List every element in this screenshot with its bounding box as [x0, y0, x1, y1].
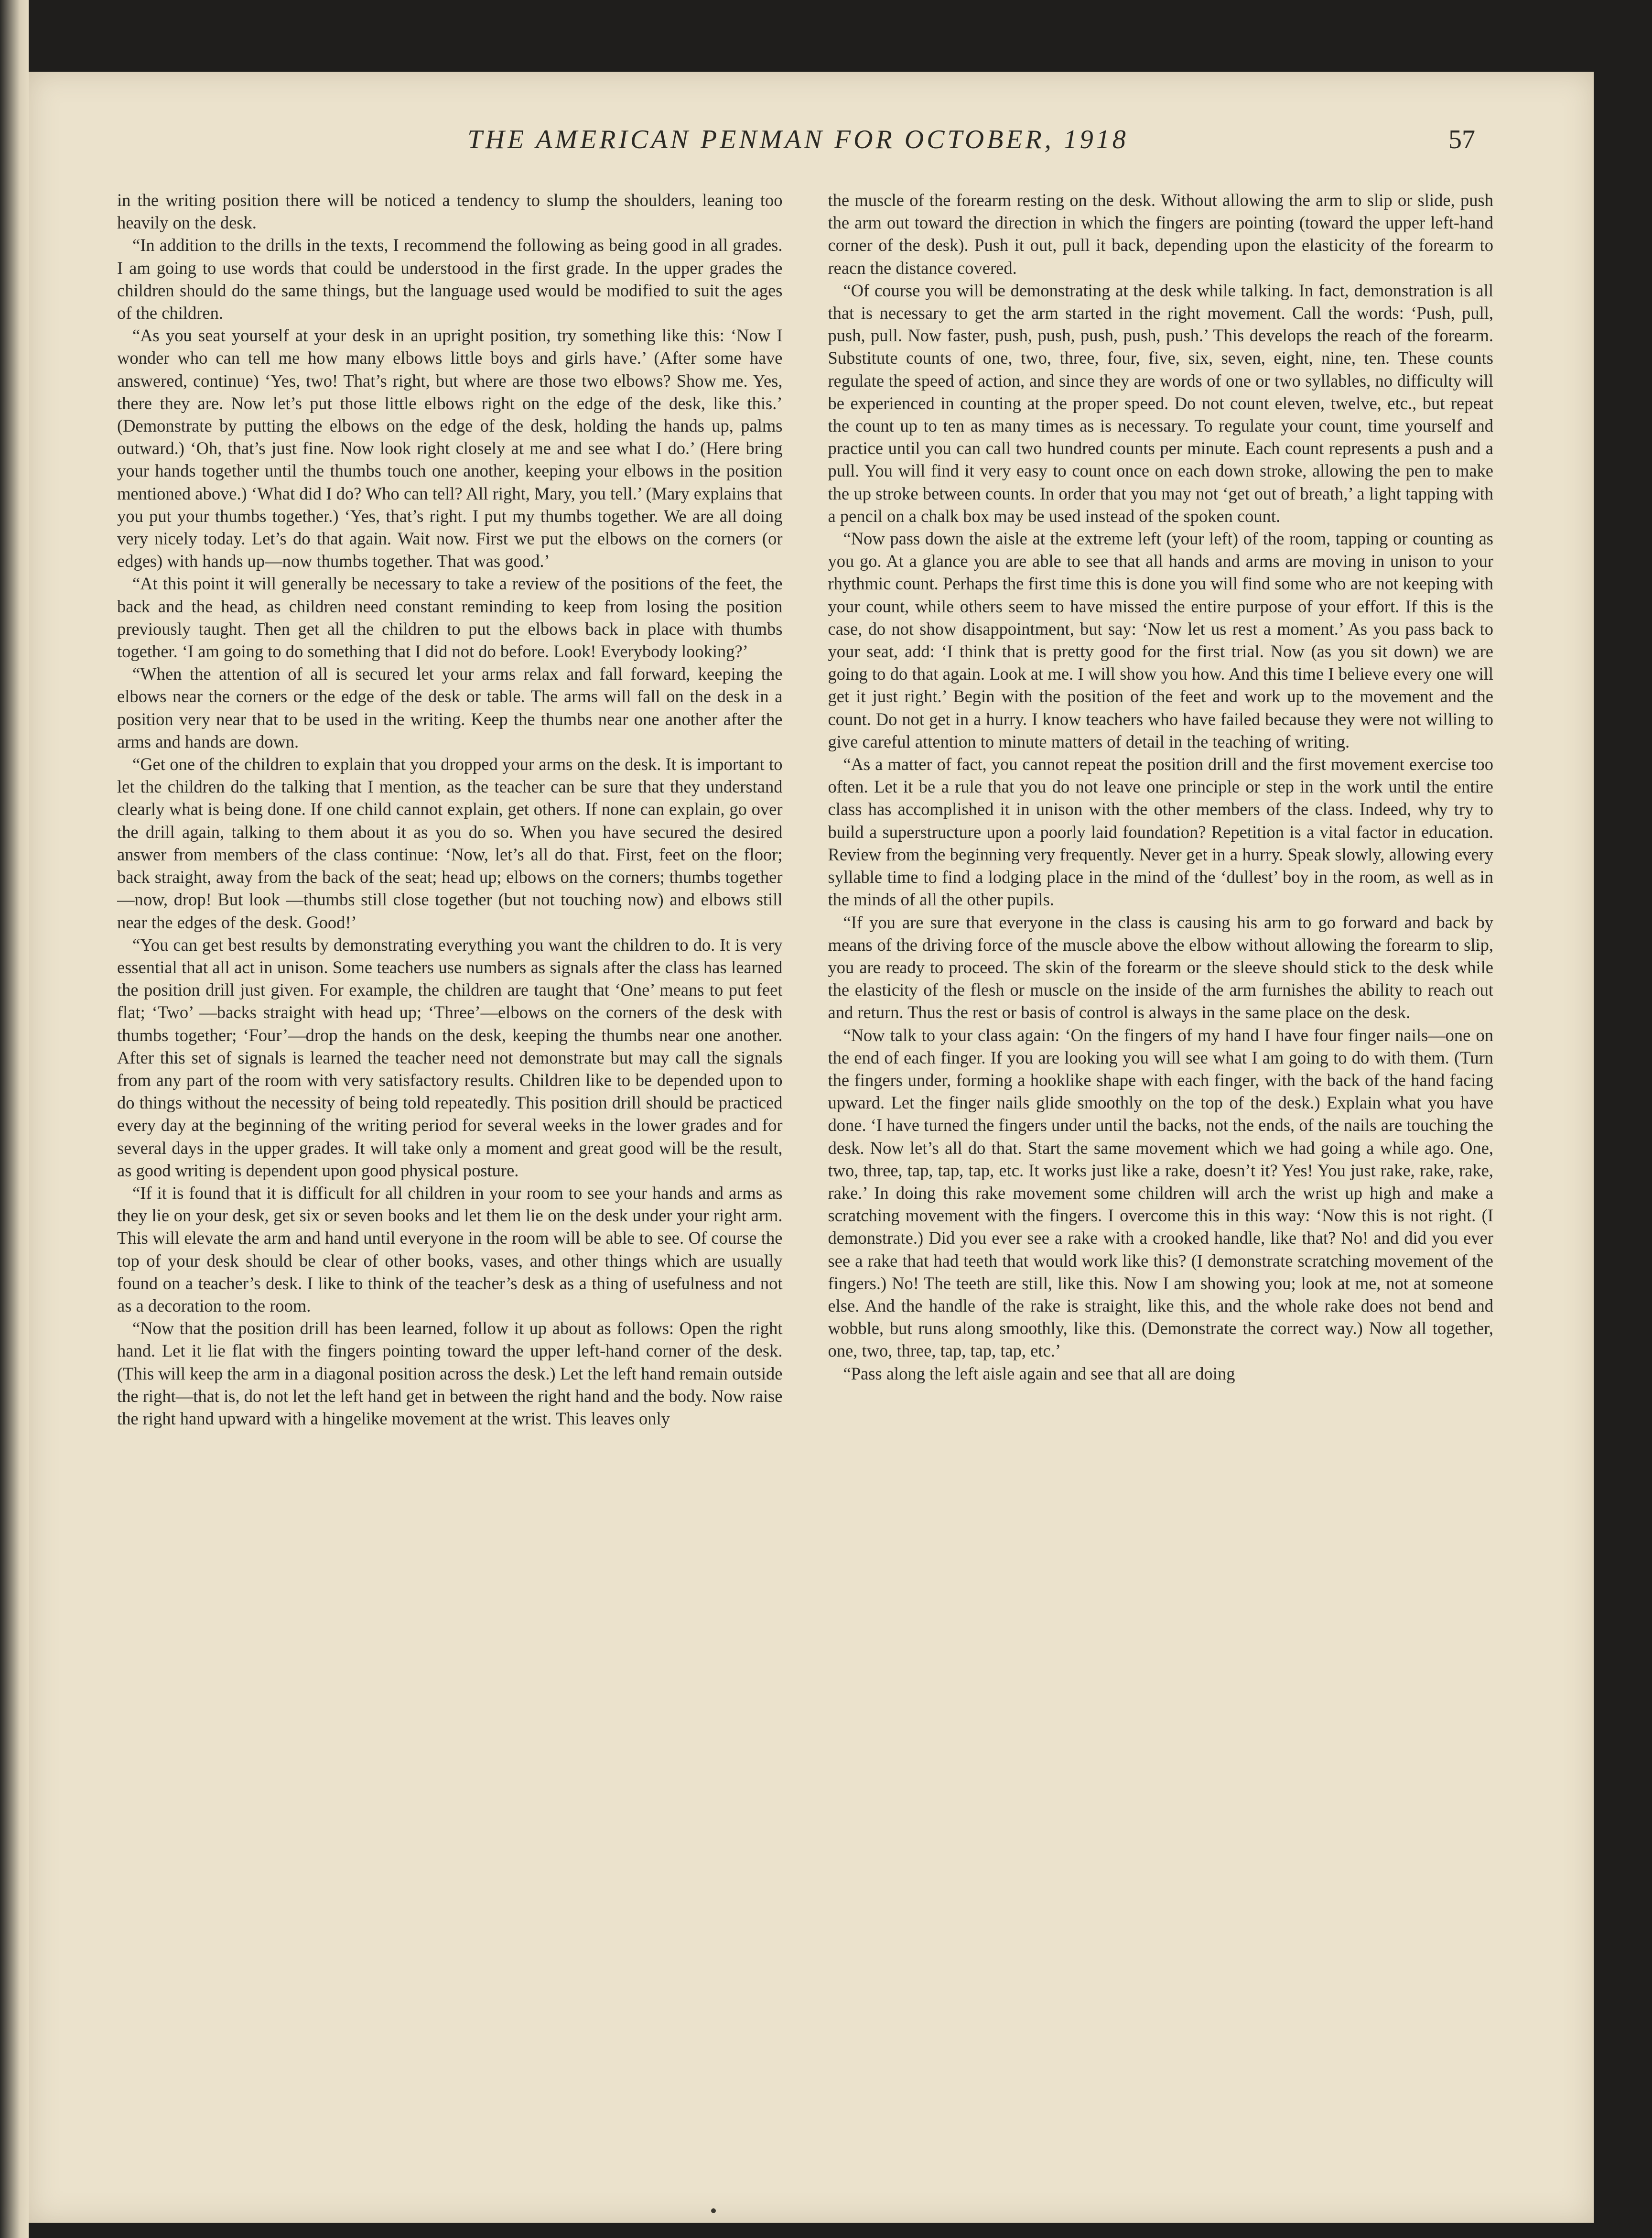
right-column	[828, 189, 1494, 2129]
publication-title: THE AMERICAN PENMAN FOR OCTOBER, 1918	[467, 125, 1129, 154]
paragraph: the muscle of the forearm resting on the desk. Without allowing the arm to slip or slide, push the arm out toward the direction in which the fingers are pointing (toward the upper left-hand corner of the desk). Push it out, pull it back, depending upon the elasticity of the forearm to reacn the distance covered.	[828, 190, 1493, 278]
paragraph: “Now that the position drill has been learned, follow it up about as follows: Open the right hand. Let it lie flat with the fingers pointing toward the upper left-hand corner of the desk. (This will keep the arm in a diagonal position across the desk.) Let the left hand remain outside the right—that is, do not let the left hand get in between the right hand and the body. Now raise the right hand upward with a hingelike movement at the wrist. This leaves only	[117, 1318, 783, 1428]
paragraph: “Pass along the left aisle again and see that all are doing	[843, 1363, 1235, 1383]
magazine-page	[29, 72, 1594, 2223]
printer-dot	[711, 2208, 716, 2213]
paragraph: “As you seat yourself at your desk in an upright position, try something like this: ‘Now I wonder who can tell me how many elbows little boys and girls have.’ (After some have answered, continue) ‘Yes, two! That’s right, but where are those two elbows? Show me. Yes, there they are. Now let’s put those little elbows right on the edge of the desk, like this.’ (Demonstrate by putting the elbows on the edge of the desk, holding the hands up, palms outward.) ‘Oh, that’s just fine. Now look right closely at me and see what I do.’ (Here bring your hands together until the thumbs touch one another, keeping your elbows in the position mentioned above.) ‘What did I do? Who can tell? All right, Mary, you tell.’ (Mary explains that you put your thumbs together.) ‘Yes, that’s right. I put my thumbs together. We are all doing very nicely today. Let’s do that again. Wait now. First we put the elbows on the corners (or edges) with hands up—now thumbs together. That was good.’	[117, 326, 783, 571]
paragraph: “As a matter of fact, you cannot repeat the position drill and the first movement exercise too often. Let it be a rule that you do not leave one principle or step in the work until the entire class has accomplished it in unison with the other members of the class. Indeed, why try to build a superstructure upon a poorly laid foundation? Repetition is a vital factor in education. Review from the beginning very frequently. Never get in a hurry. Speak slowly, allowing every syllable time to find a lodging place in the mind of the ‘dullest’ boy in the room, as well as in the minds of all the other pupils.	[828, 754, 1493, 910]
paragraph: “Now talk to your class again: ‘On the fingers of my hand I have four finger nails—one on the end of each finger. If you are looking you will see what I am going to do with them. (Turn the fingers under, forming a hooklike shape with each finger, with the back of the hand facing upward. Let the finger nails glide smoothly on the top of the desk.) Explain what you have done. ‘I have turned the fingers under until the backs, not the ends, of the nails are touching the desk. Now let’s all do that. Start the same movement which we had going a while ago. One, two, three, tap, tap, tap, etc. It works just like a rake, doesn’t it? Yes! You just rake, rake, rake, rake.’ In doing this rake movement some children will arch the wrist up high and make a scratching movement with the fingers. I overcome this in this way: ‘Now this is not right. (I demonstrate.) Did you ever see a rake with a crooked handle, like that? No! and did you ever see a rake that had teeth that would work like this? (I demonstrate scratching movement of the fingers.) No! The teeth are still, like this. Now I am showing you; look at me, not at someone else. And the handle of the rake is straight, like this, and the whole rake does not bend and wobble, but runs along smoothly, like this. (Demonstrate the correct way.) Now all together, one, two, three, tap, tap, tap, etc.’	[828, 1025, 1493, 1361]
book-gutter	[0, 0, 29, 2238]
paragraph: “When the attention of all is secured let your arms relax and fall forward, keeping the elbows near the corners or the edge of the desk or table. The arms will fall on the desk in a position very near that to be used in the writing. Keep the thumbs near one another after the arms and hands are down.	[117, 664, 783, 751]
page-number: 57	[1448, 125, 1475, 154]
paragraph: in the writing position there will be noticed a tendency to slump the shoulders, leaning too heavily on the desk.	[117, 190, 783, 233]
running-header	[136, 124, 1460, 155]
paragraph: “Of course you will be demonstrating at the desk while talking. In fact, demonstration is all that is necessary to get the arm started in the right movement. Call the words: ‘Push, pull, push, pull. Now faster, push, push, push, push, push.’ This develops the reach of the forearm. Substitute counts of one, two, three, four, five, six, seven, eight, nine, ten. These counts regulate the speed of action, and since they are words of one or two syllables, no difficulty will be experienced in counting at the proper speed. Do not count eleven, twelve, etc., but repeat the count up to ten as many times as is necessary. To regulate your count, time yourself and practice until you can call two hundred counts per minute. Each count represents a push and a pull. You will find it very easy to count once on each down stroke, allowing the pen to make the up stroke between counts. In order that you may not ‘get out of breath,’ a light tapping with a pencil on a chalk box may be used instead of the spoken count.	[828, 280, 1493, 526]
left-column	[117, 189, 783, 2129]
paragraph: “If it is found that it is difficult for all children in your room to see your hands and arms as they lie on your desk, get six or seven books and let them lie on the desk under your right arm. This will elevate the arm and hand until everyone in the room will be able to see. Of course the top of your desk should be clear of other books, vases, and other things which are usually found on a teacher’s desk. I like to think of the teacher’s desk as a thing of usefulness and not as a decoration to the room.	[117, 1183, 783, 1315]
paragraph: “If you are sure that everyone in the class is causing his arm to go forward and back by means of the driving force of the muscle above the elbow without allowing the forearm to slip, you are ready to proceed. The skin of the forearm or the sleeve should stick to the desk while the elasticity of the flesh or muscle on the inside of the arm furnishes the ability to reach out and return. Thus the rest or basis of control is always in the same place on the desk.	[828, 912, 1493, 1022]
paragraph: “Get one of the children to explain that you dropped your arms on the desk. It is important to let the children do the talking that I mention, as the teacher can be sure that they understand clearly what is being done. If one child cannot explain, get others. If none can explain, go over the drill again, talking to them about it as you do so. When you have secured the desired answer from members of the class continue: ‘Now, let’s all do that. First, feet on the floor; back straight, away from the back of the seat; head up; elbows on the corners; thumbs together—now, drop! But look —thumbs still close together (but not touching now) and elbows still near the edges of the desk. Good!’	[117, 754, 783, 932]
paragraph: “At this point it will generally be necessary to take a review of the positions of the feet, the back and the head, as children need constant reminding to keep from losing the position previously taught. Then get all the children to put the elbows back in place with thumbs together. ‘I am going to do something that I did not do before. Look! Everybody looking?’	[117, 574, 783, 662]
article-body	[117, 189, 1493, 2129]
paragraph: “Now pass down the aisle at the extreme left (your left) of the room, tapping or counting as you go. At a glance you are able to see that all hands and arms are moving in unison to your rhythmic count. Perhaps the first time this is done you will find some who are not keeping with your count, while others seem to have missed the entire purpose of your effort. If this is the case, do not show disappointment, but say: ‘Now let us rest a moment.’ As you pass back to your seat, add: ‘I think that is pretty good for the first trial. Now (as you sit down) we are going to do that again. Look at me. I will show you how. And this time I believe every one will get it just right.’ Begin with the position of the feet and work up to the movement and the count. Do not get in a hurry. I know teachers who have failed because they were not willing to give careful attention to minute matters of detail in the teaching of writing.	[828, 529, 1493, 751]
paragraph: “You can get best results by demonstrating everything you want the children to do. It is very essential that all act in unison. Some teachers use numbers as signals after the class has learned the position drill just given. For example, the children are taught that ‘One’ means to put feet flat; ‘Two’ —backs straight with head up; ‘Three’—elbows on the corners of the desk with thumbs together; ‘Four’—drop the hands on the desk, keeping the thumbs near one another. After this set of signals is learned the teacher need not demonstrate but may call the signals from any part of the room with very satisfactory results. Children like to be depended upon to do things without the necessity of being told repeatedly. This position drill should be practiced every day at the beginning of the writing period for several weeks in the lower grades and for several days in the upper grades. It will take only a moment and great good will be the result, as good writing is dependent upon good physical posture.	[117, 934, 783, 1180]
paragraph: “In addition to the drills in the texts, I recommend the following as being good in all grades. I am going to use words that could be understood in the first grade. In the upper grades the children should do the same things, but the language used would be modified to suit the ages of the children.	[117, 235, 783, 323]
